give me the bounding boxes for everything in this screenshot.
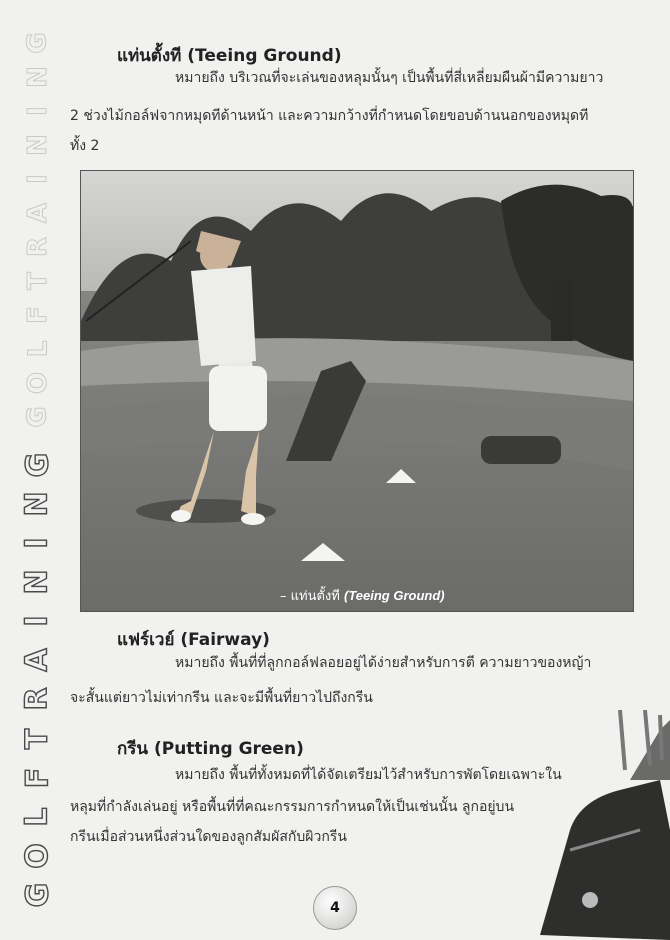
spine-title: [18, 450, 58, 910]
spine-letter: A: [20, 648, 55, 672]
spine-letter: L: [20, 807, 55, 827]
spine-letter: F: [20, 767, 55, 788]
spine-letter: T: [20, 728, 55, 749]
page-number: 4: [313, 886, 357, 930]
spine-faint-letter: A: [23, 202, 53, 224]
teeing-line-2: 2 ช่วงไม้กอล์ฟจากหมุดทีด้านหน้า และความกว้างที่กำหนดโดยขอบด้านนอกของหมุดที: [70, 108, 589, 124]
spine-letter: G: [20, 452, 55, 478]
fairway-line-2: จะสั้นแต่ยาวไม่เท่ากรีน และจะมีพื้นที่ยาวไปถึงกรีน: [70, 690, 373, 706]
spine-faint-letter: N: [22, 134, 53, 156]
golfer-teeing-off-image: [81, 171, 633, 611]
spine-letter: I: [19, 537, 55, 549]
spine-faint-letter: R: [23, 236, 53, 258]
green-line-1: หมายถึง พื้นที่ทั้งหมดที่ได้จัดเตรียมไว้สำหรับการพัตโดยเฉพาะใน: [175, 767, 562, 783]
golf-photo: [80, 170, 634, 612]
spine-letter: O: [19, 843, 55, 869]
spine-faint-title: [18, 30, 58, 430]
spine-letter: R: [19, 687, 55, 712]
green-line-2: หลุมที่กำลังเล่นอยู่ หรือพื้นที่ที่คณะกรรมการกำหนดให้เป็นเช่นนั้น ลูกอยู่บน: [70, 799, 515, 815]
spine-faint-letter: G: [23, 32, 53, 54]
teeing-line-3: ทั้ง 2: [70, 138, 100, 154]
spine-letter: G: [20, 882, 55, 908]
spine-faint-letter: T: [23, 272, 53, 290]
fairway-line-1: หมายถึง พื้นที่ที่ลูกกอล์ฟลอยอยู่ได้ง่ายสำหรับการตี ความยาวของหญ้า: [175, 655, 592, 671]
teeing-line-1: หมายถึง บริเวณที่จะเล่นของหลุมนั้นๆ เป็นพื้นที่สี่เหลี่ยมผืนผ้ามีความยาว: [175, 70, 604, 86]
green-line-3: กรีนเมื่อส่วนหนึ่งส่วนใดของลูกสัมผัสกับผิวกรีน: [70, 829, 347, 845]
spine-faint-letter: O: [22, 371, 53, 395]
spine-faint-letter: I: [23, 174, 53, 184]
teeing-heading: แท่นตั้งที (Teeing Ground): [117, 46, 342, 66]
fairway-heading: แฟร์เวย์ (Fairway): [117, 630, 270, 650]
spine-faint-letter: I: [23, 106, 53, 116]
caption-english: (Teeing Ground): [343, 588, 445, 603]
spine-faint-letter: N: [22, 66, 53, 88]
green-heading: กรีน (Putting Green): [117, 739, 304, 759]
caption-thai: แท่นตั้งที: [290, 589, 340, 604]
golf-bag-icon: [510, 710, 670, 940]
photo-caption: – แท่นตั้งที (Teeing Ground): [280, 588, 445, 604]
spine-faint-letter: G: [23, 406, 53, 428]
spine-faint-letter: L: [22, 340, 53, 358]
spine-faint-letter: F: [22, 306, 53, 324]
spine-letter: N: [19, 491, 55, 517]
spine-letter: N: [19, 569, 55, 595]
spine-letter: I: [19, 615, 55, 627]
